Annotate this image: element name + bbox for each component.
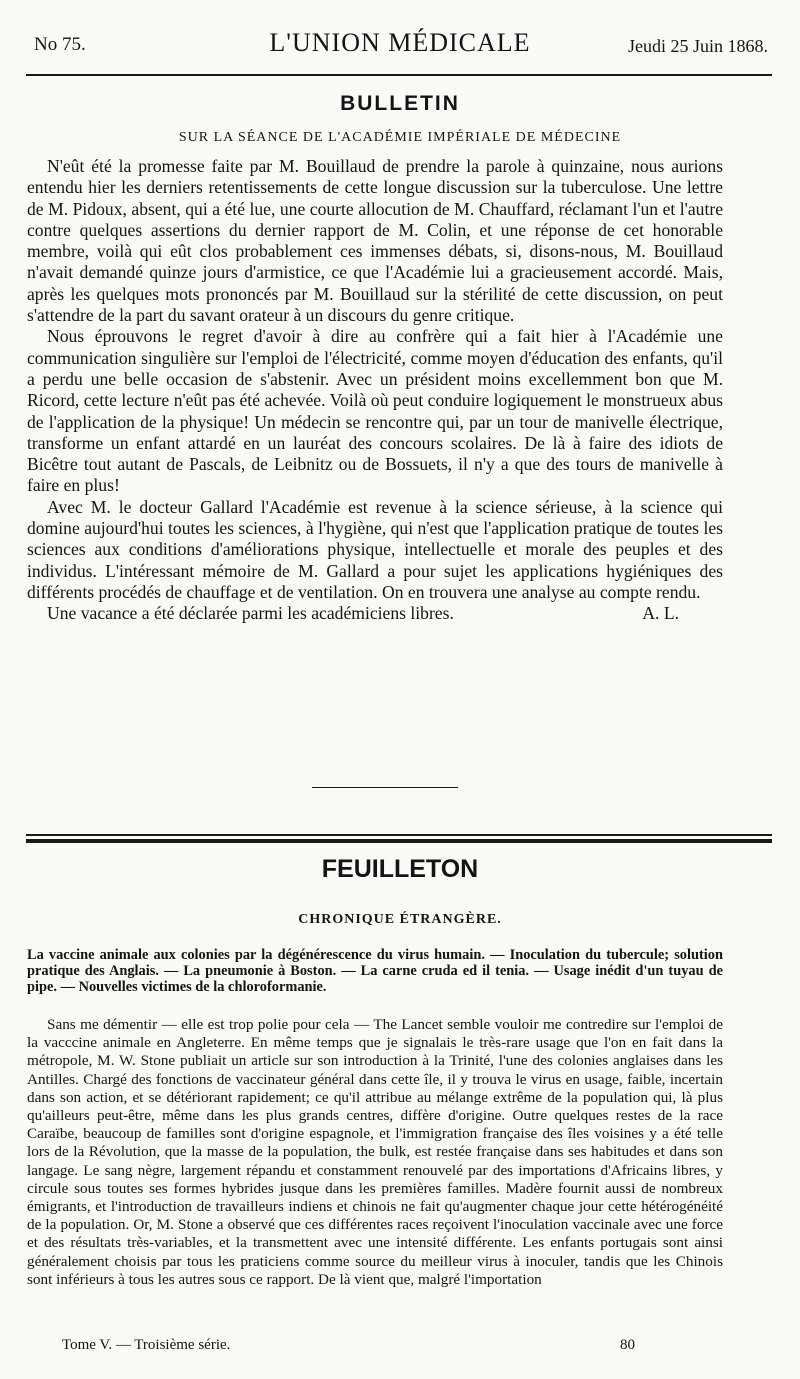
page-header — [28, 28, 772, 68]
bulletin-paragraph: Nous éprouvons le regret d'avoir à dire au confrère qui a fait hier à l'Académie une communication singulière sur l'emploi de l'électricité, comme moyen d'éducation des enfants, qu'il a perdu une belle occasion de s'abstenir. Avec un président moins excellemment bon que M. Ricord, cette lecture n'eût pas été achevée. Voilà où peut conduire logiquement le monstrueux abus de l'application de la physique! Un médecin se rencontre qui, par un tour de manivelle électrique, transforme un enfant attardé en un lauréat des concours scolaires. De là à faire des idiots de Bicêtre tout autant de Pascals, de Leibnitz ou de Bossuets, il n'y a que des tours de manivelle à faire en plus! — [27, 326, 723, 496]
page-number: 80 — [620, 1337, 635, 1353]
bulletin-paragraph: N'eût été la promesse faite par M. Bouillaud de prendre la parole à quinzaine, nous aurions entendu hier les derniers retentissements de cette longue discussion sur la tuberculose. Une lettre de M. Pidoux, absent, qui a été lue, une courte allocution de M. Chauffard, réclamant l'un et l'autre contre quelques assertions du dernier rapport de M. Colin, et une réponse de cet honorable membre, voilà qui eût clos probablement ces immenses débats, si, disons-nous, M. Bouillaud n'avait demandé quinze jours d'armistice, ce que l'Académie lui a gracieusement accordé. Mais, après les quelques mots prononcés par M. Bouillaud sur la stérilité de cette discussion, on peut s'attendre de la part du savant orateur à un discours du genre critique. — [27, 156, 723, 326]
bulletin-body — [27, 156, 723, 625]
feuilleton-rule-bottom — [26, 839, 772, 843]
feuilleton-body — [27, 1016, 723, 1289]
volume-label: Tome V. — Troisième série. — [62, 1337, 231, 1353]
bulletin-title: BULLETIN — [340, 92, 460, 115]
feuilleton-title: FEUILLETON — [321, 855, 479, 883]
section-end-rule — [312, 787, 458, 788]
journal-title: L'UNION MÉDICALE — [269, 28, 531, 57]
feuilleton-rule-top — [26, 834, 772, 836]
bulletin-closing-line — [27, 603, 723, 624]
bulletin-paragraph: Avec M. le docteur Gallard l'Académie est revenue à la science sérieuse, à la science qui domine aujourd'hui toutes les sciences, à l'hygiène, qui n'est que l'application pratique de toutes les sciences aux conditions d'améliorations physique, intellectuelle et morale des peuples et des individus. L'intéressant mémoire de M. Gallard a pour sujet les applications hygiéniques des différents procédés de chauffage et de ventilation. On en trouvera une analyse au compte rendu. — [27, 496, 723, 602]
bulletin-subtitle: SUR LA SÉANCE DE L'ACADÉMIE IMPÉRIALE DE MÉDECINE — [178, 130, 622, 145]
author-signature: A. L. — [642, 603, 679, 624]
feuilleton-summary: La vaccine animale aux colonies par la dégénérescence du virus humain. — Inoculation du tubercule; solution pratique des Anglais. — La pneumonie à Boston. — La carne cruda ed il tenia. — Usage inédit d'un tuyau de pipe. — Nouvelles victimes de la chloroformanie. — [27, 947, 723, 995]
vacancy-notice: Une vacance a été déclarée parmi les académiciens libres. — [47, 603, 454, 624]
issue-date: Jeudi 25 Juin 1868. — [627, 36, 768, 56]
issue-number: No 75. — [34, 34, 86, 55]
page-footer — [62, 1337, 662, 1361]
feuilleton-subtitle: CHRONIQUE ÉTRANGÈRE. — [298, 912, 502, 927]
header-rule — [26, 74, 772, 76]
feuilleton-paragraph: Sans me démentir — elle est trop polie pour cela — The Lancet semble vouloir me contredire sur l'emploi de la vacccine animale en Angleterre. En même temps que je signalais le très-rare usage que l'on en fait dans la métropole, M. W. Stone publiait un article sur son introduction à la Trinité, l'une des colonies anglaises dans les Antilles. Chargé des fonctions de vaccinateur général dans cette île, il y trouva le virus en usage, faible, incertain dans son action, et se détériorant rapidement; ce qu'il attribue au mélange extrême de la population qui, là plus qu'ailleurs peut-être, même dans les plus grands centres, diffère d'origine. Outre quelques restes de la race Caraïbe, beaucoup de familles sont d'origine espagnole, et l'immigration française des îles voisines y a été telle lors de la Révolution, que la masse de la population, the bulk, est restée française dans ses habitudes et dans son langage. Le sang nègre, largement répandu et constamment renouvelé par des importations d'Africains libres, y circule sous toutes ses formes hybrides jusque dans les premières familles. Madère fournit aussi de nombreux émigrants, et l'introduction de travailleurs indiens et chinois ne fait qu'augmenter chaque jour cette hétérogénéité de la population. Or, M. Stone a observé que ces différentes races reçoivent l'inoculation vaccinale avec une force et des résultats très-variables, et la transmettent avec une intensité différente. Les enfants portugais sont ainsi généralement choisis par tous les praticiens comme source du meilleur virus à inoculer, tandis que les Chinois sont inférieurs à tous les autres sous ce rapport. De là vient que, malgré l'importation — [27, 1016, 723, 1288]
feuilleton-summary-box — [27, 947, 723, 995]
